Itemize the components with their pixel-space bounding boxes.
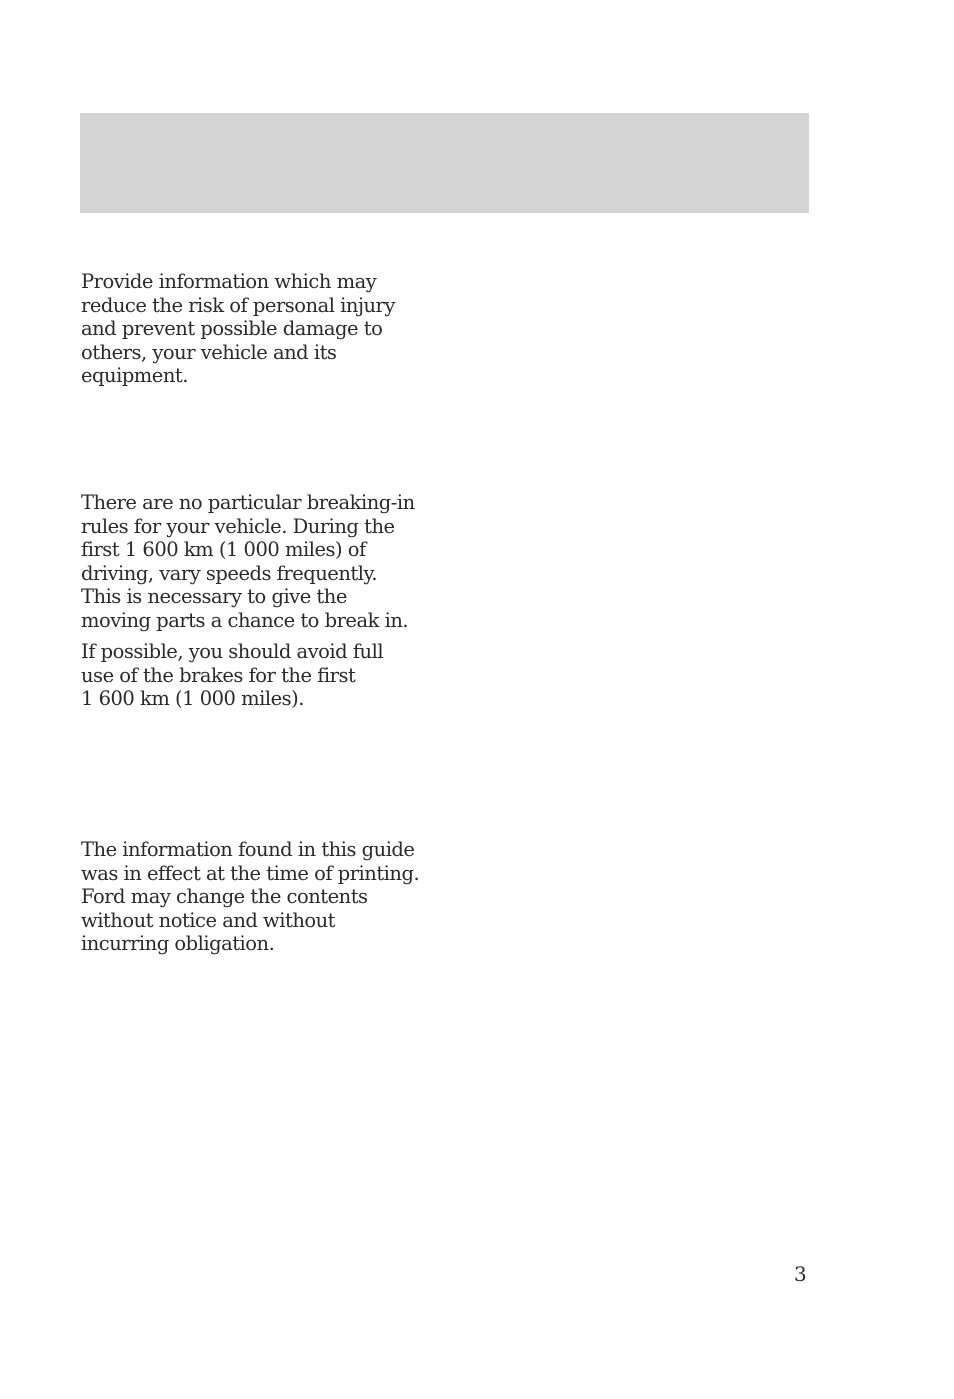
brakes-paragraph: If possible, you should avoid full use of the brakes for the first 1 600 km (1 000 miles). [81, 640, 384, 711]
page-number: 3 [794, 1262, 807, 1286]
header-band [80, 113, 809, 213]
breaking-in-paragraph: There are no particular breaking-in rules for your vehicle. During the first 1 600 km (1 000 miles) of driving, vary speeds frequently. This is necessary to give the moving parts a chance to break in. [81, 491, 415, 632]
safety-notes-paragraph: Provide information which may reduce the risk of personal injury and prevent possible damage to others, your vehicle and its equipment. [81, 270, 395, 388]
special-notice-paragraph: The information found in this guide was in effect at the time of printing. Ford may change the contents without notice and without incurring obligation. [81, 838, 420, 956]
